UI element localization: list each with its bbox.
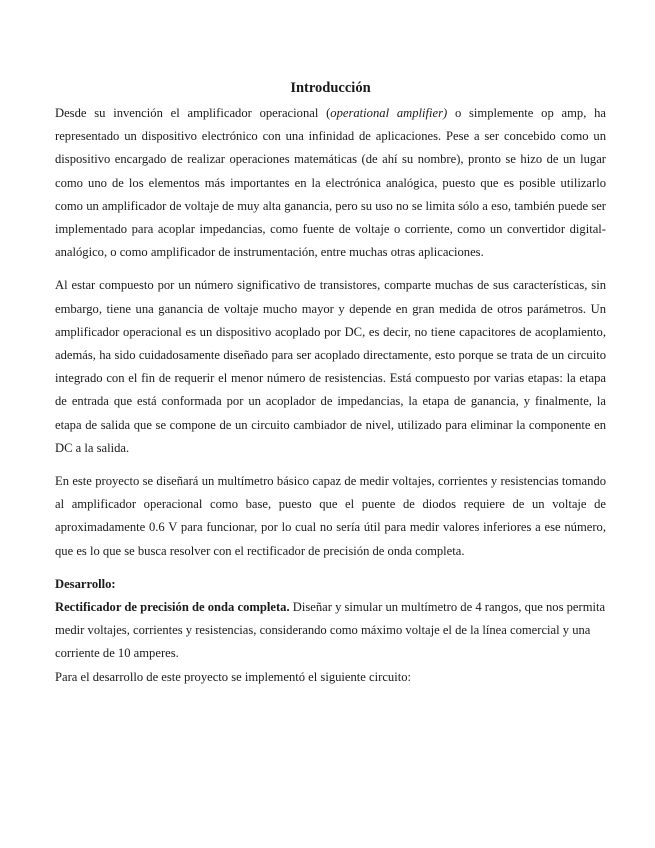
development-p1-text: Diseñar y simular un multímetro de 4 rangos, que nos permita medir voltajes, corrientes y resistencias, considerando como máximo voltaje el de la línea comercial y una corriente de 10 amperes. [55,600,606,661]
intro-p1-text-end: o simplemente op amp, ha representado un dispositivo electrónico con una infinidad de aplicaciones. Pese a ser concebido como un dispositivo encargado de realizar operaciones matemáticas (de ahí su nombre), pronto se hizo de un lugar como uno de los elementos más importantes en la electrónica analógica, puesto que es posible utilizarlo como un amplificador de voltaje de muy alta ganancia, pero su uso no se limita sólo a eso, también puede ser implementado para acoplar impedancias, como fuente de voltaje o corriente, como un convertidor digital-analógico, o como amplificador de instrumentación, entre muchas otras aplicaciones. [55,106,606,260]
intro-paragraph-3: En este proyecto se diseñará un multímetro básico capaz de medir voltajes, corrientes y resistencias tomando al amplificador operacional como base, puesto que el puente de diodos requiere de un voltaje de aproximadamente 0.6 V para funcionar, por lo cual no sería útil para medir valores inferiores a ese número, que es lo que se busca resolver con el rectificador de precisión de onda completa. [55,474,606,558]
development-paragraph-2: Para el desarrollo de este proyecto se implementó el siguiente circuito: [55,669,412,684]
development-p1-bold-lead: Rectificador de precisión de onda completa. [55,600,290,615]
intro-p1-italic-term: operational amplifier) [330,106,448,120]
section-heading-desarrollo: Desarrollo: [55,576,116,591]
development-paragraph-1 [55,596,606,666]
intro-p1-text-start: Desde su invención el amplificador operacional ( [55,106,331,120]
intro-paragraph-2: Al estar compuesto por un número significativo de transistores, comparte muchas de sus características, sin embargo, tiene una ganancia de voltaje mucho mayor y depende en gran medida de otros parámetros. Un amplificador operacional es un dispositivo acoplado por DC, es decir, no tiene capacitores de acoplamiento, además, ha sido cuidadosamente diseñado para ser acoplado directamente, esto porque se trata de un circuito integrado con el fin de requerir el menor número de resistencias. Está compuesto por varias etapas: la etapa de entrada que está conformada por un acoplador de impedancias, la etapa de ganancia, y finalmente, la etapa de salida que se compone de un circuito cambiador de nivel, utilizado para eliminar la componente en DC a la salida. [55,278,606,455]
intro-paragraph-1 [55,102,606,264]
document-page [55,78,606,689]
document-title: Introducción [290,80,371,96]
